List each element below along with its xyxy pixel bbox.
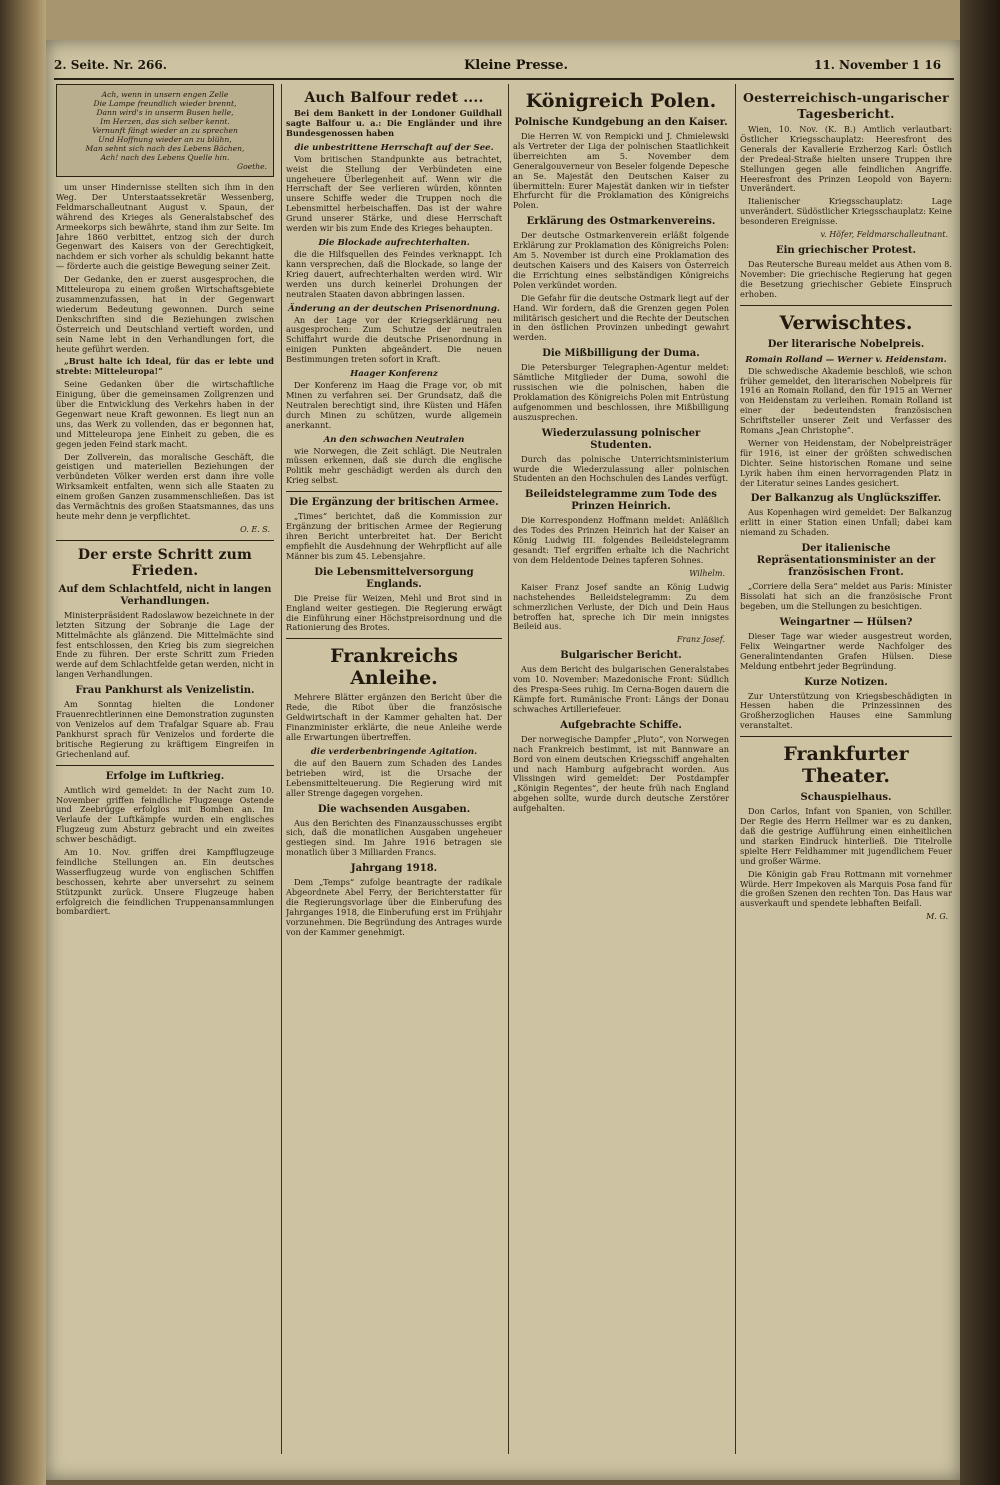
article-paragraph: Durch das polnische Unterrichtsministerium wurde die Wiederzulassung aller polnischen Studenten an den Hochschulen des Landes verfügt. <box>513 453 729 484</box>
article-signature: O. E. S. <box>240 524 270 534</box>
headline-ausgaben: Die wachsenden Ausgaben. <box>317 803 471 815</box>
article-paragraph: Die Herren W. von Rempicki und J. Chmielewski als Vertreter der Liga der polnischen Staatlichkeit überreichten am 5. November dem Generalgouverneur von Beseler folgende Depesche an Se. Majestät den Deutschen Kaiser zu übermitteln: Eurer Majestät danken wir in tiefster Ehrfurcht für die Proklamation des Königreichs Polen. <box>513 131 729 211</box>
article-paragraph: Dem „Temps“ zufolge beantragte der radikale Abgeordnete Abel Ferry, der Berichterstatter für die Regierungsvorlage über die Einberufung des Jahrganges 1918, die Einberufung erst im Frühjahr vorzunehmen. Die Begründung des Antrages wurde von der Kammer genehmigt. <box>286 877 502 937</box>
book-spine <box>0 0 46 1485</box>
headline-protest: Ein griechischer Protest. <box>775 244 917 256</box>
article-paragraph: die die Hilfsquellen des Feindes verknappt. Ich kann versprechen, daß die Blockade, so lange der Krieg dauert, aufrechterhalten werden wird. Wir werden uns durch keinerlei Drohungen der neutralen Staaten davon abbringen lassen. <box>286 248 502 299</box>
article-signature: Wilhelm. <box>689 568 725 578</box>
page-right-edge <box>960 0 1000 1485</box>
column-2 <box>286 84 502 1455</box>
section-rule <box>56 765 274 766</box>
poem-line: Dann wird's in unserm Busen helle, <box>96 108 234 117</box>
article-paragraph: Zur Unterstützung von Kriegsbeschädigten in Hessen haben die Prinzessinnen des Großherzoglichen Hauses eine Sammlung veranstaltet. <box>740 690 952 731</box>
headline-nobelpreis: Der literarische Nobelpreis. <box>767 338 925 350</box>
article-paragraph: „Times“ berichtet, daß die Kommission zur Ergänzung der britischen Armee der Regierung ihren Bericht unterbreitet hat. Der Bericht empfiehlt die Ausdehnung der Wehrpflicht auf alle Männer bis zum 45. Lebensjahre. <box>286 511 502 561</box>
paper-title: Kleine Presse. <box>464 58 569 73</box>
subheadline: An den schwachen Neutralen <box>323 434 465 445</box>
headline-weingartner: Weingartner — Hülsen? <box>779 616 913 628</box>
subheadline: Die Blockade aufrechterhalten. <box>318 237 470 248</box>
section-rule <box>286 491 502 492</box>
headline-theater: Frankfurter Theater. <box>783 743 909 788</box>
headline-balfour: Auch Balfour redet .... <box>304 90 484 106</box>
article-paragraph: Die Gefahr für die deutsche Ostmark liegt auf der Hand. Wir fordern, daß die Grenzen gegen Polen militärisch gesichert und die Rechte der Deutschen in den östlichen Provinzen unbedingt gewahrt werden. <box>513 292 729 343</box>
article-paragraph: Die Petersburger Telegraphen-Agentur meldet: Sämtliche Mitglieder der Duma, sowohl die russischen wie die polnischen, haben die Proklamation des Königreichs Polen mit Entrüstung aufgenommen und beschlossen, ihre Mißbilligung auszusprechen. <box>513 362 729 422</box>
poem-line: Ach! nach des Lebens Quelle hin. <box>100 153 230 162</box>
article-signature: Franz Josef. <box>676 635 725 645</box>
headline-prinz-heinrich: Beileidstelegramme zum Tode des Prinzen Heinrich. <box>525 489 717 513</box>
headline-luftkrieg: Erfolge im Luftkrieg. <box>105 770 225 782</box>
article-paragraph: Werner von Heidenstam, der Nobelpreisträger für 1916, ist einer der größten schwedischen Dichter. Seine historischen Romane und seine Lyrik haben ihm einen hervorragenden Platz in der Literatur seines Landes gesichert. <box>740 437 952 488</box>
column-divider <box>508 84 509 1454</box>
article-paragraph: Aus Kopenhagen wird gemeldet: Der Balkanzug erlitt in einer Station einen Unfall; dabei kam niemand zu Schaden. <box>740 507 952 538</box>
page-number: 2. Seite. Nr. 266. <box>54 58 167 72</box>
headline-balkanzug: Der Balkanzug als Unglücksziffer. <box>750 493 942 505</box>
article-paragraph: Aus dem Bericht des bulgarischen Generalstabes vom 10. November: Mazedonische Front: Südlich des Prespa-Sees ruhig. Im Cerna-Bogen dauern die Kämpfe fort. Rumänische Front: Längs der Donau schwaches Artilleriefeuer. <box>513 664 729 714</box>
article-paragraph: um unser Hindernisse stellten sich ihm in den Weg. Der Unterstaatssekretär Wessenberg, Feldmarschalleutnant August v. Spaun, der während des Krieges als Generalstabschef des Armeekorps sich bewährte, stand ihm zur Seite. Im Jahre 1860 verbittet, entzog sich der durch Gegenwart des Kaisers von der Gerechtigkeit, nachdem er sich vorher als schuldig bekannt hatte — förderte auch die geistige Bewegung seiner Zeit. <box>56 182 274 272</box>
headline-ostmarken: Erklärung des Ostmarkenvereins. <box>526 216 716 228</box>
headline-frieden: Der erste Schritt zum Frieden. <box>77 546 253 579</box>
article-signature: v. Höfer, Feldmarschalleutnant. <box>820 230 948 240</box>
article-paragraph: Die Königin gab Frau Rottmann mit vornehmer Würde. Herr Impekoven als Marquis Posa fand für die großen Szenen den rechten Ton. Das Haus war ausverkauft und spendete lebhaften Beifall. <box>740 868 952 909</box>
article-quote: „Brust halte ich Ideal, für das er lebte und strebte: Mitteleuropa!“ <box>56 356 274 377</box>
subheadline: die verderbenbringende Agitation. <box>310 746 478 757</box>
headline-frankreich: Frankreichs Anleihe. <box>330 645 458 690</box>
poem-line: Im Herzen, das sich selber kennt. <box>100 117 230 126</box>
article-paragraph: Aus den Berichten des Finanzausschusses ergibt sich, daß die monatlichen Ausgaben ungeheuer gestiegen sind. Im Jahre 1916 betragen sie monatlich über 3 Milliarden Francs. <box>286 817 502 858</box>
headline-polen: Königreich Polen. <box>525 90 717 112</box>
article-paragraph: Das Reutersche Bureau meldet aus Athen vom 8. November: Die griechische Regierung hat gegen die Besetzung griechischer Gebiete Einspruch erhoben. <box>740 258 952 299</box>
masthead <box>54 54 954 76</box>
article-paragraph: Dieser Tage war wieder ausgestreut worden, Felix Weingartner werde Nachfolger des Generalintendanten Grafen Hülsen. Diese Meldung entbehrt jeder Begründung. <box>740 630 952 671</box>
article-paragraph: wie Norwegen, die Zeit schlägt. Die Neutralen müssen erkennen, daß sie durch die englische Politik mehr geschädigt werden als durch den Krieg selbst. <box>286 445 502 486</box>
headline-schiffe: Aufgebrachte Schiffe. <box>560 719 682 731</box>
page-top-edge <box>46 0 960 40</box>
headline-bulgarisch: Bulgarischer Bericht. <box>560 650 682 662</box>
subheadline: Schauspielhaus. <box>800 792 892 804</box>
article-paragraph: Der Zollverein, das moralische Geschäft, die geistigen und materiellen Beziehungen der verbündeten Völker werden erst dann ihre volle Wirksamkeit entfalten, wenn sich alle Staaten zu einem großen Ganzen zusammenschließen. Das ist das Vermächtnis des großen Staatsmannes, das uns heute mehr denn je verpflichtet. <box>56 451 274 521</box>
article-signature: M. G. <box>926 912 948 922</box>
article-lead: Bei dem Bankett in der Londoner Guildhall sagte Balfour u. a.: Die Engländer und ihre Bundesgenossen haben <box>286 108 502 138</box>
column-divider <box>281 84 282 1454</box>
article-paragraph: Mehrere Blätter ergänzen den Bericht über die Rede, die Ribot über die französische Geldwirtschaft in der Kammer gehalten hat. Der Finanzminister erklärte, die neue Anleihe werde alle Erwartungen übertreffen. <box>286 692 502 742</box>
subheadline: Romain Rolland — Werner v. Heidenstam. <box>745 354 947 365</box>
poem-line: Ach, wenn in unsern engen Zelle <box>101 90 229 99</box>
headline-tagesbericht: Oesterreichisch-ungarischer Tagesbericht. <box>743 90 949 121</box>
poem-line: Vernunft fängt wieder an zu sprechen <box>92 126 238 135</box>
column-divider <box>735 84 736 1454</box>
column-4 <box>740 84 952 1455</box>
subheadline: die unbestrittene Herrschaft auf der See. <box>294 142 494 153</box>
subheadline: Haager Konferenz <box>350 369 438 380</box>
article-paragraph: Der Gedanke, den er zuerst ausgesprochen, die Mitteleuropa zu einem großen Wirtschaftsgebiete zusammenzufassen, hat in der Gegenwart wiederum Bedeutung gewonnen. Durch seine Denkschriften sind die Beziehungen zwischen Österreich und Deutschland vertieft worden, und sein Name lebt in den Verhandlungen fort, die heute geführt werden. <box>56 274 274 354</box>
headline-lebensmittel: Die Lebensmittelversorgung Englands. <box>314 566 474 590</box>
poem-line: Die Lampe freundlich wieder brennt, <box>93 99 237 108</box>
article-paragraph: die auf den Bauern zum Schaden des Landes betrieben wird, ist die Ursache der Lebensmittelteuerung. Die Regierung wird mit aller Strenge dagegen vorgehen. <box>286 757 502 798</box>
article-paragraph: Wien, 10. Nov. (K. B.) Amtlich verlautbart: Östlicher Kriegsschauplatz: Heeresfront des Generals der Kavallerie Erzherzog Karl: Östlich der Predeal-Straße hielten unsere Truppen ihre Stellungen gegen alle feindlichen Angriffe. Heeresfront des Prinzen Leopold von Bayern: Unverändert. <box>740 124 952 194</box>
section-rule <box>286 638 502 639</box>
section-rule <box>740 736 952 737</box>
headline-pankhurst: Frau Pankhurst als Venizelistin. <box>75 685 255 697</box>
article-paragraph: Amtlich wird gemeldet: In der Nacht zum 10. November griffen feindliche Flugzeuge Ostende und Zeebrügge erfolglos mit Bomben an. Im Verlaufe der Luftkämpfe wurden ein englisches Flugzeug zum Absturz gebracht und ein zweites schwer beschädigt. <box>56 784 274 845</box>
article-paragraph: Der norwegische Dampfer „Pluto“, von Norwegen nach Frankreich bestimmt, ist mit Bannware an Bord von einem deutschen Kriegsschiff angehalten und nach Hamburg aufgebracht worden. Aus Vlissingen wird gemeldet: Der Postdampfer „Königin Regentes“, der heute früh nach England abgehen sollte, wurde durch deutsche Zerstörer aufgehalten. <box>513 733 729 814</box>
article-paragraph: Vom britischen Standpunkte aus betrachtet, weist die Stellung der Verbündeten eine ungeheuere Überlegenheit auf. Wenn wir die Herrschaft der See verlieren würden, könnten unsere Schiffe weder die Truppen noch die Lebensmittel herbeischaffen. Das ist der wahre Grund unserer Stärke, und diese Herrschaft werden wir bis zum Ende des Krieges behaupten. <box>286 153 502 234</box>
article-paragraph: Der Konferenz im Haag die Frage vor, ob mit Minen zu verfahren sei. Der Grundsatz, daß die Neutralen berechtigt sind, ihre Küsten und Häfen durch Minen zu schützen, wurde allgemein anerkannt. <box>286 380 502 430</box>
article-paragraph: Die schwedische Akademie beschloß, wie schon früher gemeldet, den literarischen Nobelpreis für 1916 an Romain Rolland, den für 1915 an Werner von Heidenstam zu verleihen. Romain Rolland ist einer der bedeutendsten französischen Schriftsteller unserer Zeit und Verfasser des Romans „Jean Christophe“. <box>740 365 952 436</box>
headline-armee: Die Ergänzung der britischen Armee. <box>289 497 499 509</box>
subheadline: Auf dem Schlachtfeld, nicht in langen Verhandlungen. <box>58 583 272 607</box>
poem-signature: Goethe. <box>237 162 267 171</box>
column-3 <box>513 84 729 1455</box>
article-paragraph: Der deutsche Ostmarkenverein erläßt folgende Erklärung zur Proklamation des Königreichs Polen: Am 5. November ist durch eine Proklamation des deutschen Kaisers und des Kaisers von Österreich die Errichtung eines selbständigen Königreichs Polen verkündet worden. <box>513 230 729 290</box>
poem-box <box>56 84 274 177</box>
article-paragraph: Die Preise für Weizen, Mehl und Brot sind in England weiter gestiegen. Die Regierung erwägt die Einführung einer Höchstpreisordnung und die Rationierung des Brotes. <box>286 592 502 633</box>
article-paragraph: Ministerpräsident Radoslawow bezeichnete in der letzten Sitzung der Sobranje die Lage der Mittelmächte als glänzend. Die Mittelmächte sind fest entschlossen, den Krieg bis zum siegreichen Ende zu führen. Der erste Schritt zum Frieden werde auf dem Schlachtfelde getan werden, nicht in langen Verhandlungen. <box>56 609 274 680</box>
article-paragraph: Am Sonntag hielten die Londoner Frauenrechtlerinnen eine Demonstration zugunsten von Venizelos auf dem Trafalgar Square ab. Frau Pankhurst sprach für Venizelos und forderte die britische Regierung zu kräftigem Eingreifen in Griechenland auf. <box>56 699 274 759</box>
subheadline: Polnische Kundgebung an den Kaiser. <box>514 117 728 128</box>
article-paragraph: An der Lage vor der Kriegserklärung neu ausgesprochen: Zum Schutze der neutralen Schiffahrt wurde die deutsche Prisenordnung in einigen Punkten abgeändert. Die neuen Bestimmungen treten sofort in Kraft. <box>286 314 502 365</box>
subheadline: Änderung an der deutschen Prisenordnung. <box>288 303 500 314</box>
article-paragraph: Die Korrespondenz Hoffmann meldet: Anläßlich des Todes des Prinzen Heinrich hat der Kaiser an König Ludwig III. folgendes Beileidstelegramm gesandt: Tief ergriffen erhalte ich die Nachricht von dem Heldentode Deines tapferen Sohnes. <box>513 515 729 565</box>
section-rule <box>740 305 952 306</box>
headline-studenten: Wiederzulassung polnischer Studenten. <box>541 427 701 451</box>
masthead-rule <box>54 78 954 80</box>
headline-minister: Der italienische Repräsentationsminister an der französischen Front. <box>756 543 936 579</box>
issue-date: 11. November 1 16 <box>814 58 942 72</box>
headline-duma: Die Mißbilligung der Duma. <box>542 348 700 360</box>
column-1 <box>56 84 274 1455</box>
article-paragraph: Seine Gedanken über die wirtschaftliche Einigung, über die gemeinsamen Zollgrenzen und über die Entwicklung des Verkehrs haben in der Gegenwart neue Kraft gewonnen. Es liegt nun an uns, das Werk zu vollenden, das er begonnen hat, und Mitteleuropa jene Einheit zu geben, die es gegen jeden Feind stark macht. <box>56 379 274 449</box>
article-paragraph: Italienischer Kriegsschauplatz: Lage unverändert. Südöstlicher Kriegsschauplatz: Keine besonderen Ereignisse. <box>740 196 952 227</box>
poem-line: Und Hoffnung wieder an zu blühn, <box>98 135 232 144</box>
section-rule <box>56 540 274 541</box>
poem-line: Man sehnt sich nach des Lebens Bächen, <box>85 144 245 153</box>
headline-jahrgang: Jahrgang 1918. <box>350 863 438 875</box>
article-paragraph: Kaiser Franz Josef sandte an König Ludwig nachstehendes Beileidstelegramm: Zu dem schmerzlichen Verluste, der Dich und Dein Haus betroffen hat, spreche ich Dir mein innigstes Beileid aus. <box>513 581 729 632</box>
article-paragraph: Don Carlos, Infant von Spanien, von Schiller. Der Regie des Herrn Hellmer war es zu danken, daß die gestrige Aufführung einen einheitlichen und starken Eindruck hinterließ. Die Titelrolle spielte Herr Feldhammer mit jugendlichem Feuer und großer Wärme. <box>740 806 952 866</box>
article-paragraph: „Corriere della Sera“ meldet aus Paris: Minister Bissolati hat sich an die französische Front begeben, um die Stellungen zu besichtigen. <box>740 581 952 611</box>
headline-vermischtes: Verwischtes. <box>779 311 913 334</box>
headline-notizen: Kurze Notizen. <box>804 676 888 688</box>
article-paragraph: Am 10. Nov. griffen drei Kampfflugzeuge feindliche Stellungen an. Ein deutsches Wasserflugzeug wurde von englischen Schiffen beschossen, kehrte aber unversehrt zu seinem Stützpunkt zurück. Unsere Flugzeuge haben erfolgreich die feindlichen Truppenansammlungen bombardiert. <box>56 847 274 917</box>
